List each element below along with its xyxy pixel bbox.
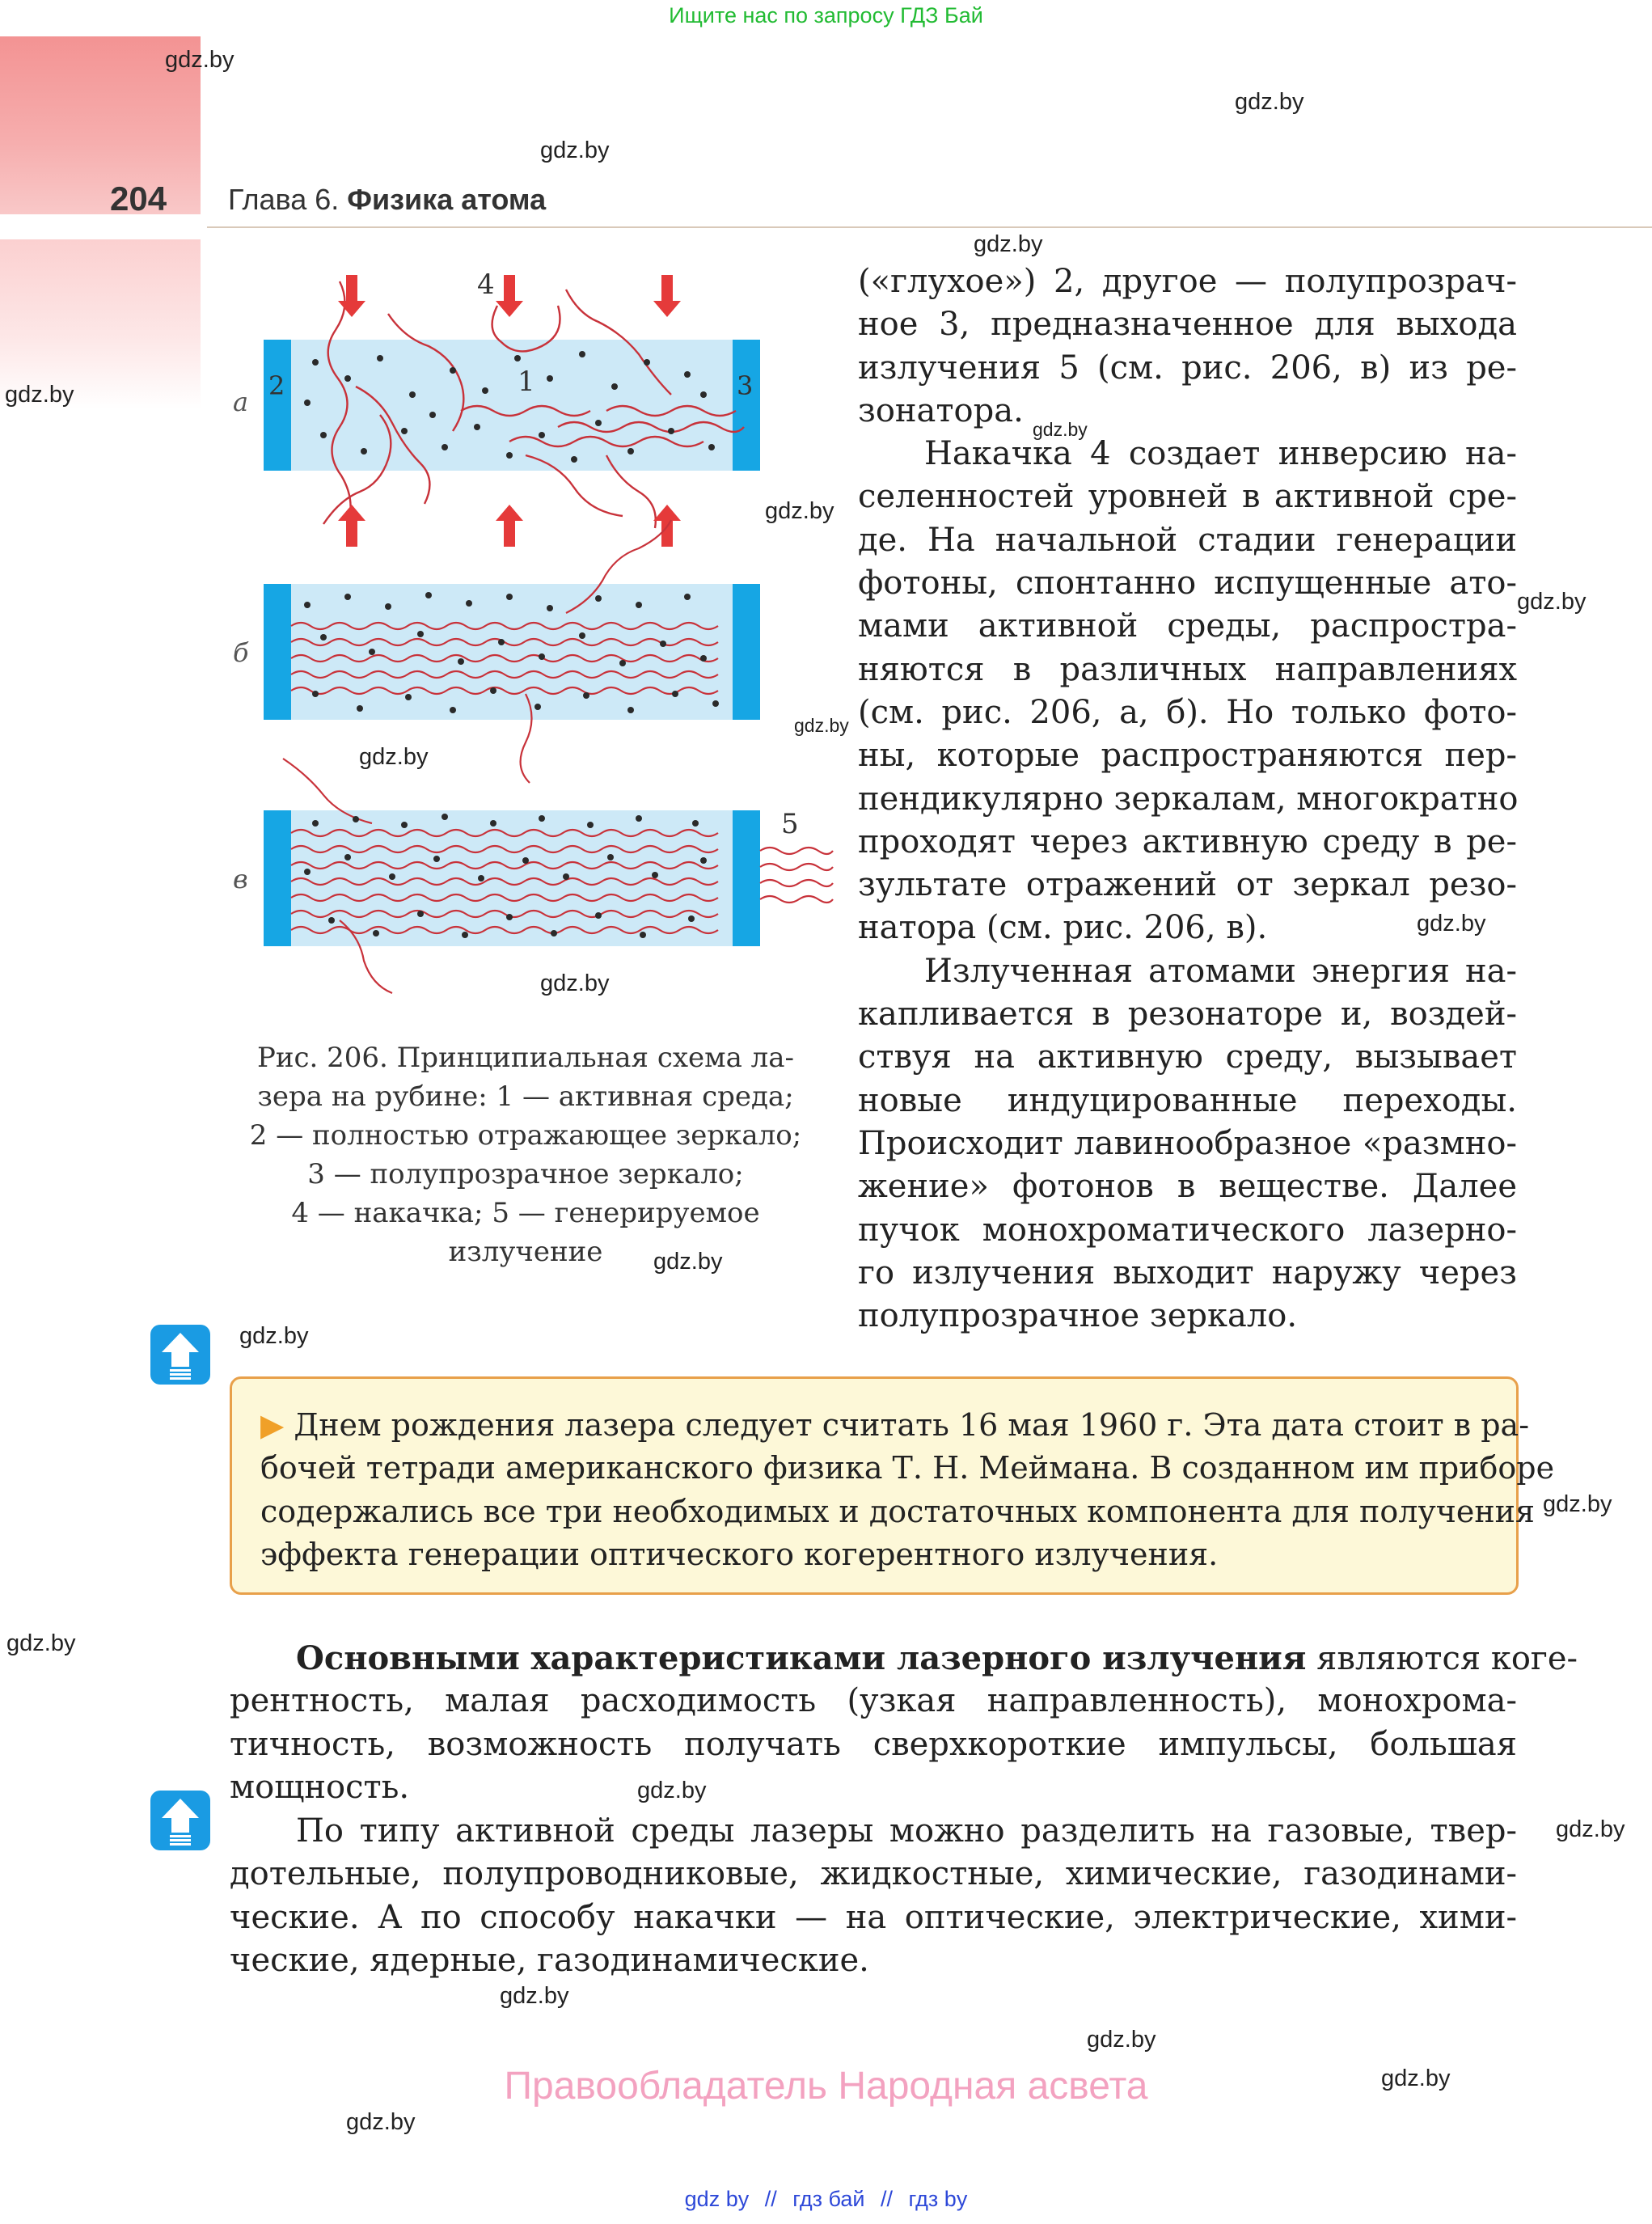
watermark: gdz.by <box>1087 2027 1156 2053</box>
mirror-partial <box>733 340 760 471</box>
link-separator: // <box>881 2187 894 2211</box>
watermark: gdz.by <box>1235 89 1304 115</box>
note-text <box>260 1406 1555 1578</box>
text-line: мами активной среды, распростра- <box>858 607 1517 645</box>
text-line: полупрозрачное зеркало. <box>858 1297 1298 1335</box>
text-line: (см. рис. 206, а, б). Но только фото- <box>858 693 1517 731</box>
text-line <box>230 1637 1578 1680</box>
mirror-full <box>264 340 291 471</box>
watermark: gdz.by <box>974 231 1043 257</box>
watermark: gdz.by <box>765 498 834 524</box>
watermark: gdz.by <box>1543 1491 1612 1517</box>
text-line: Накачка 4 создает инверсию на- <box>924 435 1517 473</box>
label-5: 5 <box>781 808 799 840</box>
panel-a <box>233 268 760 547</box>
text-line: ческие. А по способу накачки — на оптические, электрические, хими- <box>230 1898 1517 1936</box>
text-line: новые индуцированные переходы. <box>858 1081 1517 1119</box>
label-1: 1 <box>518 366 535 398</box>
chapter-label: Глава 6. <box>228 183 340 216</box>
caption-line: зера на рубине: 1 — активная среда; <box>257 1080 794 1113</box>
text-fragment: являются коге- <box>1306 1640 1578 1677</box>
watermark: gdz.by <box>239 1323 309 1349</box>
text-line: ческие, ядерные, газодинамические. <box>230 1941 869 1979</box>
active-medium <box>264 584 760 720</box>
text-line: зультате отражений от зеркал резо- <box>858 866 1517 904</box>
caption-line: 2 — полностью отражающее зеркало; <box>249 1119 802 1152</box>
caption-line: 4 — накачка; 5 — генерируемое <box>291 1197 760 1229</box>
text-line: зонатора. <box>858 391 1024 429</box>
note-line: бочей тетради американского физика Т. Н. Меймана. В созданном им приборе <box>260 1450 1555 1486</box>
text-line: («глухое») 2, другое — полупрозрач- <box>858 263 1517 300</box>
upload-icon[interactable] <box>150 1325 210 1385</box>
top-search-link[interactable]: Ищите нас по запросу ГДЗ Бай <box>669 3 983 27</box>
text-line: де. На начальной стадии генерации <box>858 521 1517 559</box>
text-line: По типу активной среды лазеры можно разделить на газовые, твер- <box>296 1812 1517 1850</box>
caption-line: Рис. 206. Принципиальная схема ла- <box>256 1042 795 1074</box>
watermark: gdz.by <box>1417 911 1486 937</box>
mirror-partial <box>733 584 760 720</box>
text-line: дотельные, полупроводниковые, жидкостные, химические, газодинами- <box>230 1855 1517 1893</box>
mirror-partial <box>733 810 760 946</box>
watermark: gdz.by <box>1033 419 1088 440</box>
watermark: gdz.by <box>5 382 74 408</box>
label-v: в <box>233 864 248 894</box>
upload-arrow-icon <box>150 1791 210 1850</box>
label-4: 4 <box>477 268 495 301</box>
upload-icon[interactable] <box>150 1791 210 1850</box>
watermark: gdz.by <box>1556 1816 1625 1842</box>
panel-b <box>233 520 760 783</box>
upload-arrow-icon <box>150 1325 210 1385</box>
copyright-owner: Правообладатель Народная асвета <box>504 2065 1148 2108</box>
paragraph-characteristics <box>230 1637 1578 1809</box>
link-gdz-by-2[interactable]: гдз by <box>908 2187 968 2211</box>
header-rule <box>207 226 1652 228</box>
figure-caption <box>234 1038 817 1271</box>
label-b: б <box>233 637 249 668</box>
column-text <box>858 260 1517 1338</box>
panel-v <box>233 759 833 993</box>
watermark: gdz.by <box>359 744 429 770</box>
watermark: gdz.by <box>794 715 849 736</box>
label-3: 3 <box>737 370 754 401</box>
text-line: капливается в резонаторе и, воздей- <box>858 996 1517 1034</box>
text-line: излучения 5 (см. рис. 206, в) из ре- <box>858 349 1517 387</box>
text-line: ное 3, предназначенное для выхода <box>858 306 1517 344</box>
note-line: эффекта генерации оптического когерентного излучения. <box>260 1536 1219 1572</box>
watermark: gdz.by <box>1381 2065 1451 2091</box>
link-gdz-bai[interactable]: гдз бай <box>792 2187 865 2211</box>
watermark: gdz.by <box>6 1630 76 1656</box>
watermark: gdz.by <box>1517 589 1587 615</box>
chapter-heading <box>228 183 546 217</box>
text-line: жение» фотонов в веществе. Далее <box>858 1168 1517 1206</box>
text-line: натора (см. рис. 206, в). <box>858 909 1268 947</box>
text-line: мощность. <box>230 1768 410 1806</box>
watermark: gdz.by <box>346 2109 416 2135</box>
bold-term: Основными характеристиками лазерного излучения <box>296 1639 1307 1677</box>
note-line: содержались все три необходимых и достаточных компонента для получения <box>260 1493 1535 1529</box>
note-line-text: Днем рождения лазера следует считать 16 мая 1960 г. Эта дата стоит в ра- <box>294 1407 1530 1443</box>
caption-line: излучение <box>448 1236 603 1268</box>
text-line: го излучения выходит наружу через <box>858 1254 1517 1292</box>
text-line: Происходит лавинообразное «размно- <box>858 1124 1517 1162</box>
watermark: gdz.by <box>540 137 610 163</box>
text-line: тичность, возможность получать сверхкороткие импульсы, большая <box>230 1725 1517 1763</box>
watermark: gdz.by <box>500 1983 569 2009</box>
watermark: gdz.by <box>653 1249 723 1275</box>
text-line: ствуя на активную среду, вызывает <box>858 1038 1517 1076</box>
label-2: 2 <box>268 370 285 401</box>
play-arrow-icon: ▶ <box>260 1407 285 1443</box>
text-line: ны, которые распространяются пер- <box>858 737 1517 775</box>
laser-diagram <box>218 257 799 1001</box>
text-line: фотоны, спонтанно испущенные ато- <box>858 564 1517 603</box>
text-line: селенностей уровней в активной сре- <box>858 478 1517 516</box>
text-line: пучок монохроматического лазерно- <box>858 1211 1517 1249</box>
link-separator: // <box>764 2187 777 2211</box>
link-gdz-by[interactable]: gdz by <box>684 2187 750 2211</box>
text-line: Излученная атомами энергия на- <box>924 952 1517 990</box>
chapter-title: Физика атома <box>347 183 547 216</box>
text-line: проходят через активную среду в ре- <box>858 822 1517 860</box>
text-line: рентность, малая расходимость (узкая направленность), монохрома- <box>230 1682 1517 1720</box>
mirror-full <box>264 584 291 720</box>
watermark: gdz.by <box>165 47 234 73</box>
watermark: gdz.by <box>540 970 610 996</box>
bottom-links <box>0 2187 1652 2212</box>
label-a: а <box>233 387 249 417</box>
note-line <box>260 1406 1530 1448</box>
watermark: gdz.by <box>637 1778 707 1803</box>
text-line: пендикулярно зеркалам, многократно <box>858 780 1519 818</box>
paragraph-types <box>230 1810 1517 1982</box>
page-number: 204 <box>110 180 167 218</box>
mirror-full <box>264 810 291 946</box>
text-line: няются в различных направлениях <box>858 650 1517 688</box>
caption-line: 3 — полупрозрачное зеркало; <box>307 1158 744 1190</box>
